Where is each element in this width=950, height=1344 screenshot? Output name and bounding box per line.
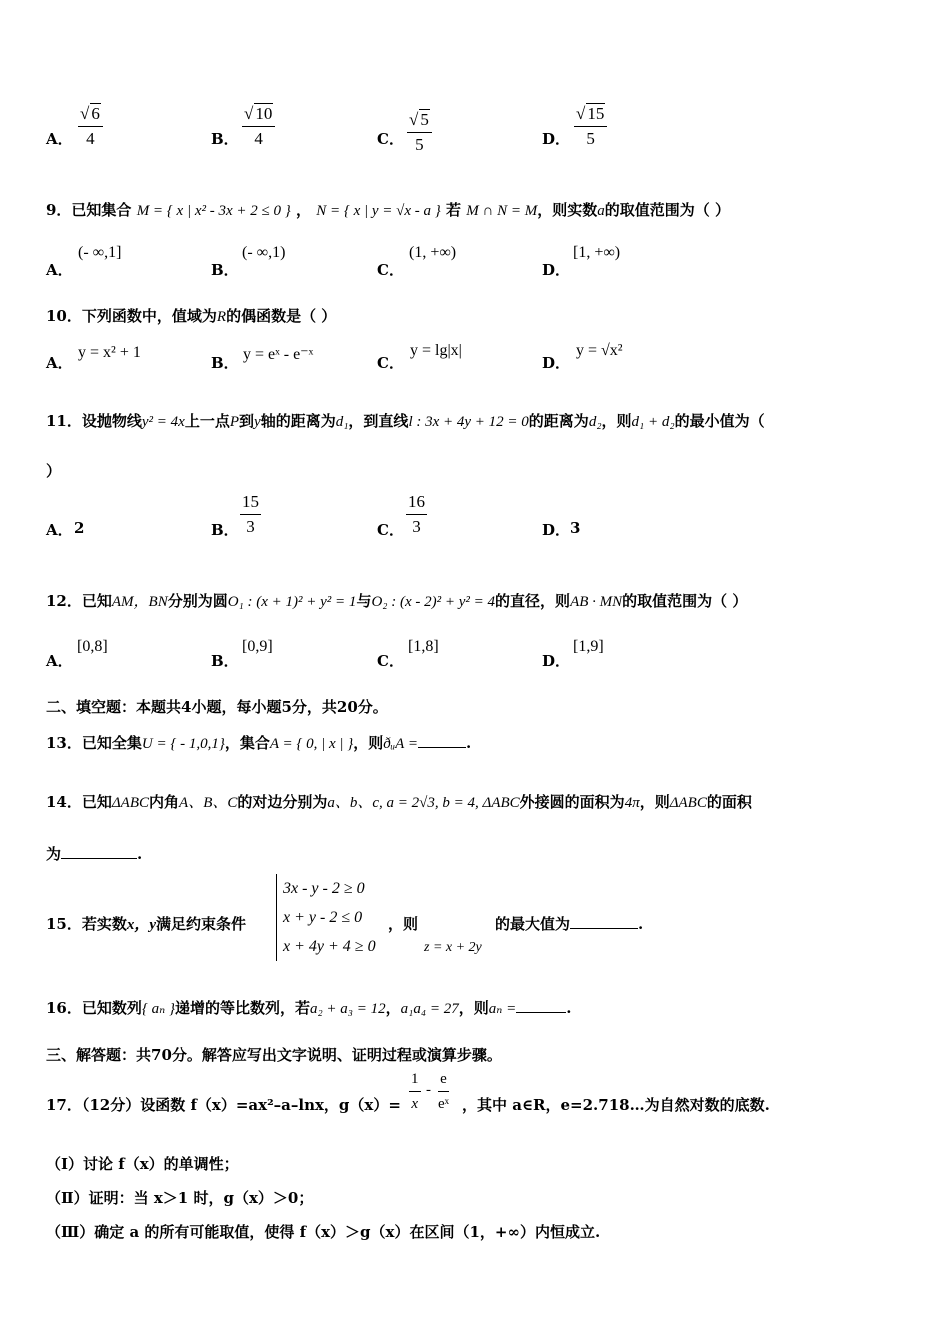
q8-option-c-label: C． bbox=[377, 130, 404, 148]
q15-stem-left: 15．若实数x，y满足约束条件 bbox=[46, 915, 247, 933]
q10-option-b-value: y = eˣ - e⁻ˣ bbox=[243, 346, 314, 363]
q11-option-c-value: $\frac{16}{3}$ bbox=[408, 492, 425, 536]
q8-option-b-label: B． bbox=[211, 130, 239, 148]
q11-option-d-value: 3 bbox=[570, 519, 581, 537]
q12-option-b-label: B． bbox=[211, 652, 239, 670]
q14-stem-cont: 为 . bbox=[46, 845, 143, 863]
q12-option-a-label: A． bbox=[46, 652, 73, 670]
q11-option-a-value: 2 bbox=[74, 519, 85, 537]
q17-stem: 17．（12分）设函数 f（x）=ax²–a–lnx，g（x）= bbox=[46, 1096, 401, 1114]
q11-option-b-label: B． bbox=[211, 521, 239, 539]
q10-option-c-value: y = lg|x| bbox=[410, 342, 462, 359]
q12-option-d-label: D． bbox=[542, 652, 571, 670]
q9-option-d-value: [1, +∞) bbox=[573, 244, 621, 261]
q10-option-b-label: B． bbox=[211, 354, 239, 372]
q17-frac-1: $\frac{1}{x}$ bbox=[411, 1071, 419, 1112]
q8-option-a-value: $\frac{√ 6}{4}$ bbox=[78, 104, 103, 149]
q8-option-b-value: $\frac{√ 10}{4}$ bbox=[242, 104, 275, 149]
q14-stem: 14．已知ΔABC内角A、B、C的对边分别为a、b、c, a = 2√3, b = 4, ΔABC外接圆的面积为4π，则ΔABC的面积 bbox=[46, 793, 752, 811]
q9-stem: 9．已知集合 M = { x | x² - 3x + 2 ≤ 0 } ， N = { x | y = √x - a } 若 M ∩ N = M，则实数a的取值范围为（ ） bbox=[46, 201, 730, 219]
q13-answer-blank[interactable] bbox=[418, 747, 466, 748]
q9-set-m: M = { x | x² - 3x + 2 ≤ 0 } bbox=[136, 203, 291, 219]
section-2-title: 二、填空题：本题共4小题，每小题5分，共20分。 bbox=[46, 698, 388, 716]
q8-option-d-value: $\frac{√ 15}{5}$ bbox=[574, 104, 607, 149]
q9-option-d-label: D． bbox=[542, 261, 571, 279]
q10-option-d-label: D． bbox=[542, 354, 571, 372]
q12-option-c-value: [1,8] bbox=[408, 638, 439, 655]
q10-option-c-label: C． bbox=[377, 354, 404, 372]
q10-option-a-label: A． bbox=[46, 354, 73, 372]
q10-option-d-value: y = √x² bbox=[576, 342, 623, 359]
q8-option-d-label: D． bbox=[542, 130, 571, 148]
q16-stem: 16．已知数列{ aₙ }递增的等比数列，若a₂ + a₃ = 12，a₁a₄ = 27，则aₙ = . bbox=[46, 999, 572, 1017]
q9-option-a-label: A． bbox=[46, 261, 73, 279]
q17-part-ii: （Ⅱ）证明：当 x＞1 时，g（x）＞0； bbox=[46, 1189, 314, 1207]
q10-stem: 10．下列函数中，值域为R的偶函数是（ ） bbox=[46, 307, 337, 325]
q11-option-a-label: A． bbox=[46, 521, 73, 539]
q11-option-b-value: $\frac{15}{3}$ bbox=[242, 492, 259, 536]
q12-option-a-value: [0,8] bbox=[77, 638, 108, 655]
q11-stem-close: ） bbox=[46, 462, 62, 480]
q8-option-a-label: A． bbox=[46, 130, 73, 148]
q15-stem-end: 的最大值为 . bbox=[495, 915, 644, 933]
q13-stem: 13．已知全集U = { - 1,0,1}，集合A = { 0, | x | }，则ðᵤA = . bbox=[46, 734, 472, 752]
q17-part-iii: （Ⅲ）确定 a 的所有可能取值，使得 f（x）＞g（x）在区间（1，+∞）内恒成立. bbox=[46, 1223, 601, 1241]
q9-set-n: N = { x | y = √x - a } bbox=[316, 203, 441, 219]
q12-option-d-value: [1,9] bbox=[573, 638, 604, 655]
q9-option-c-label: C． bbox=[377, 261, 404, 279]
q8-option-c-value: $\frac{√ 5}{5}$ bbox=[407, 110, 432, 155]
q9-option-b-label: B． bbox=[211, 261, 239, 279]
q17-minus: - bbox=[426, 1082, 431, 1098]
q11-option-c-label: C． bbox=[377, 521, 404, 539]
q15-objective: z = x + 2y bbox=[424, 940, 482, 955]
q9-option-c-value: (1, +∞) bbox=[409, 244, 457, 261]
q17-part-i: （Ⅰ）讨论 f（x）的单调性； bbox=[46, 1155, 239, 1173]
q12-option-c-label: C． bbox=[377, 652, 404, 670]
q11-option-d-label: D． bbox=[542, 521, 571, 539]
q9-option-a-value: (- ∞,1] bbox=[78, 244, 122, 261]
q16-answer-blank[interactable] bbox=[516, 1012, 566, 1013]
q11-stem: 11．设抛物线y² = 4x上一点P到y轴的距离为d₁，到直线l : 3x + 4y + 12 = 0的距离为d₂，则d₁ + d₂的最小值为（ bbox=[46, 412, 765, 430]
q17-frac-2: $\frac{e}{\text{eˣ}}$ bbox=[438, 1071, 449, 1112]
q14-answer-blank[interactable] bbox=[61, 858, 137, 859]
q17-stem-end: ，其中 a∈R，e=2.718…为自然对数的底数. bbox=[462, 1096, 770, 1114]
section-3-title: 三、解答题：共70分。解答应写出文字说明、证明过程或演算步骤。 bbox=[46, 1046, 502, 1064]
q10-option-a-value: y = x² + 1 bbox=[78, 344, 141, 361]
q12-stem: 12．已知AM，BN分别为圆O₁ : (x + 1)² + y² = 1与O₂ : (x - 2)² + y² = 4的直径，则AB · MN的取值范围为（ ） bbox=[46, 592, 748, 610]
q9-option-b-value: (- ∞,1) bbox=[242, 244, 286, 261]
q15-answer-blank[interactable] bbox=[570, 928, 638, 929]
q15-constraint-system: 3x - y - 2 ≥ 0 x + y - 2 ≤ 0 x + 4y + 4 ≥ 0 bbox=[276, 874, 376, 961]
q15-stem-right: ，则 bbox=[388, 915, 419, 933]
q12-option-b-value: [0,9] bbox=[242, 638, 273, 655]
